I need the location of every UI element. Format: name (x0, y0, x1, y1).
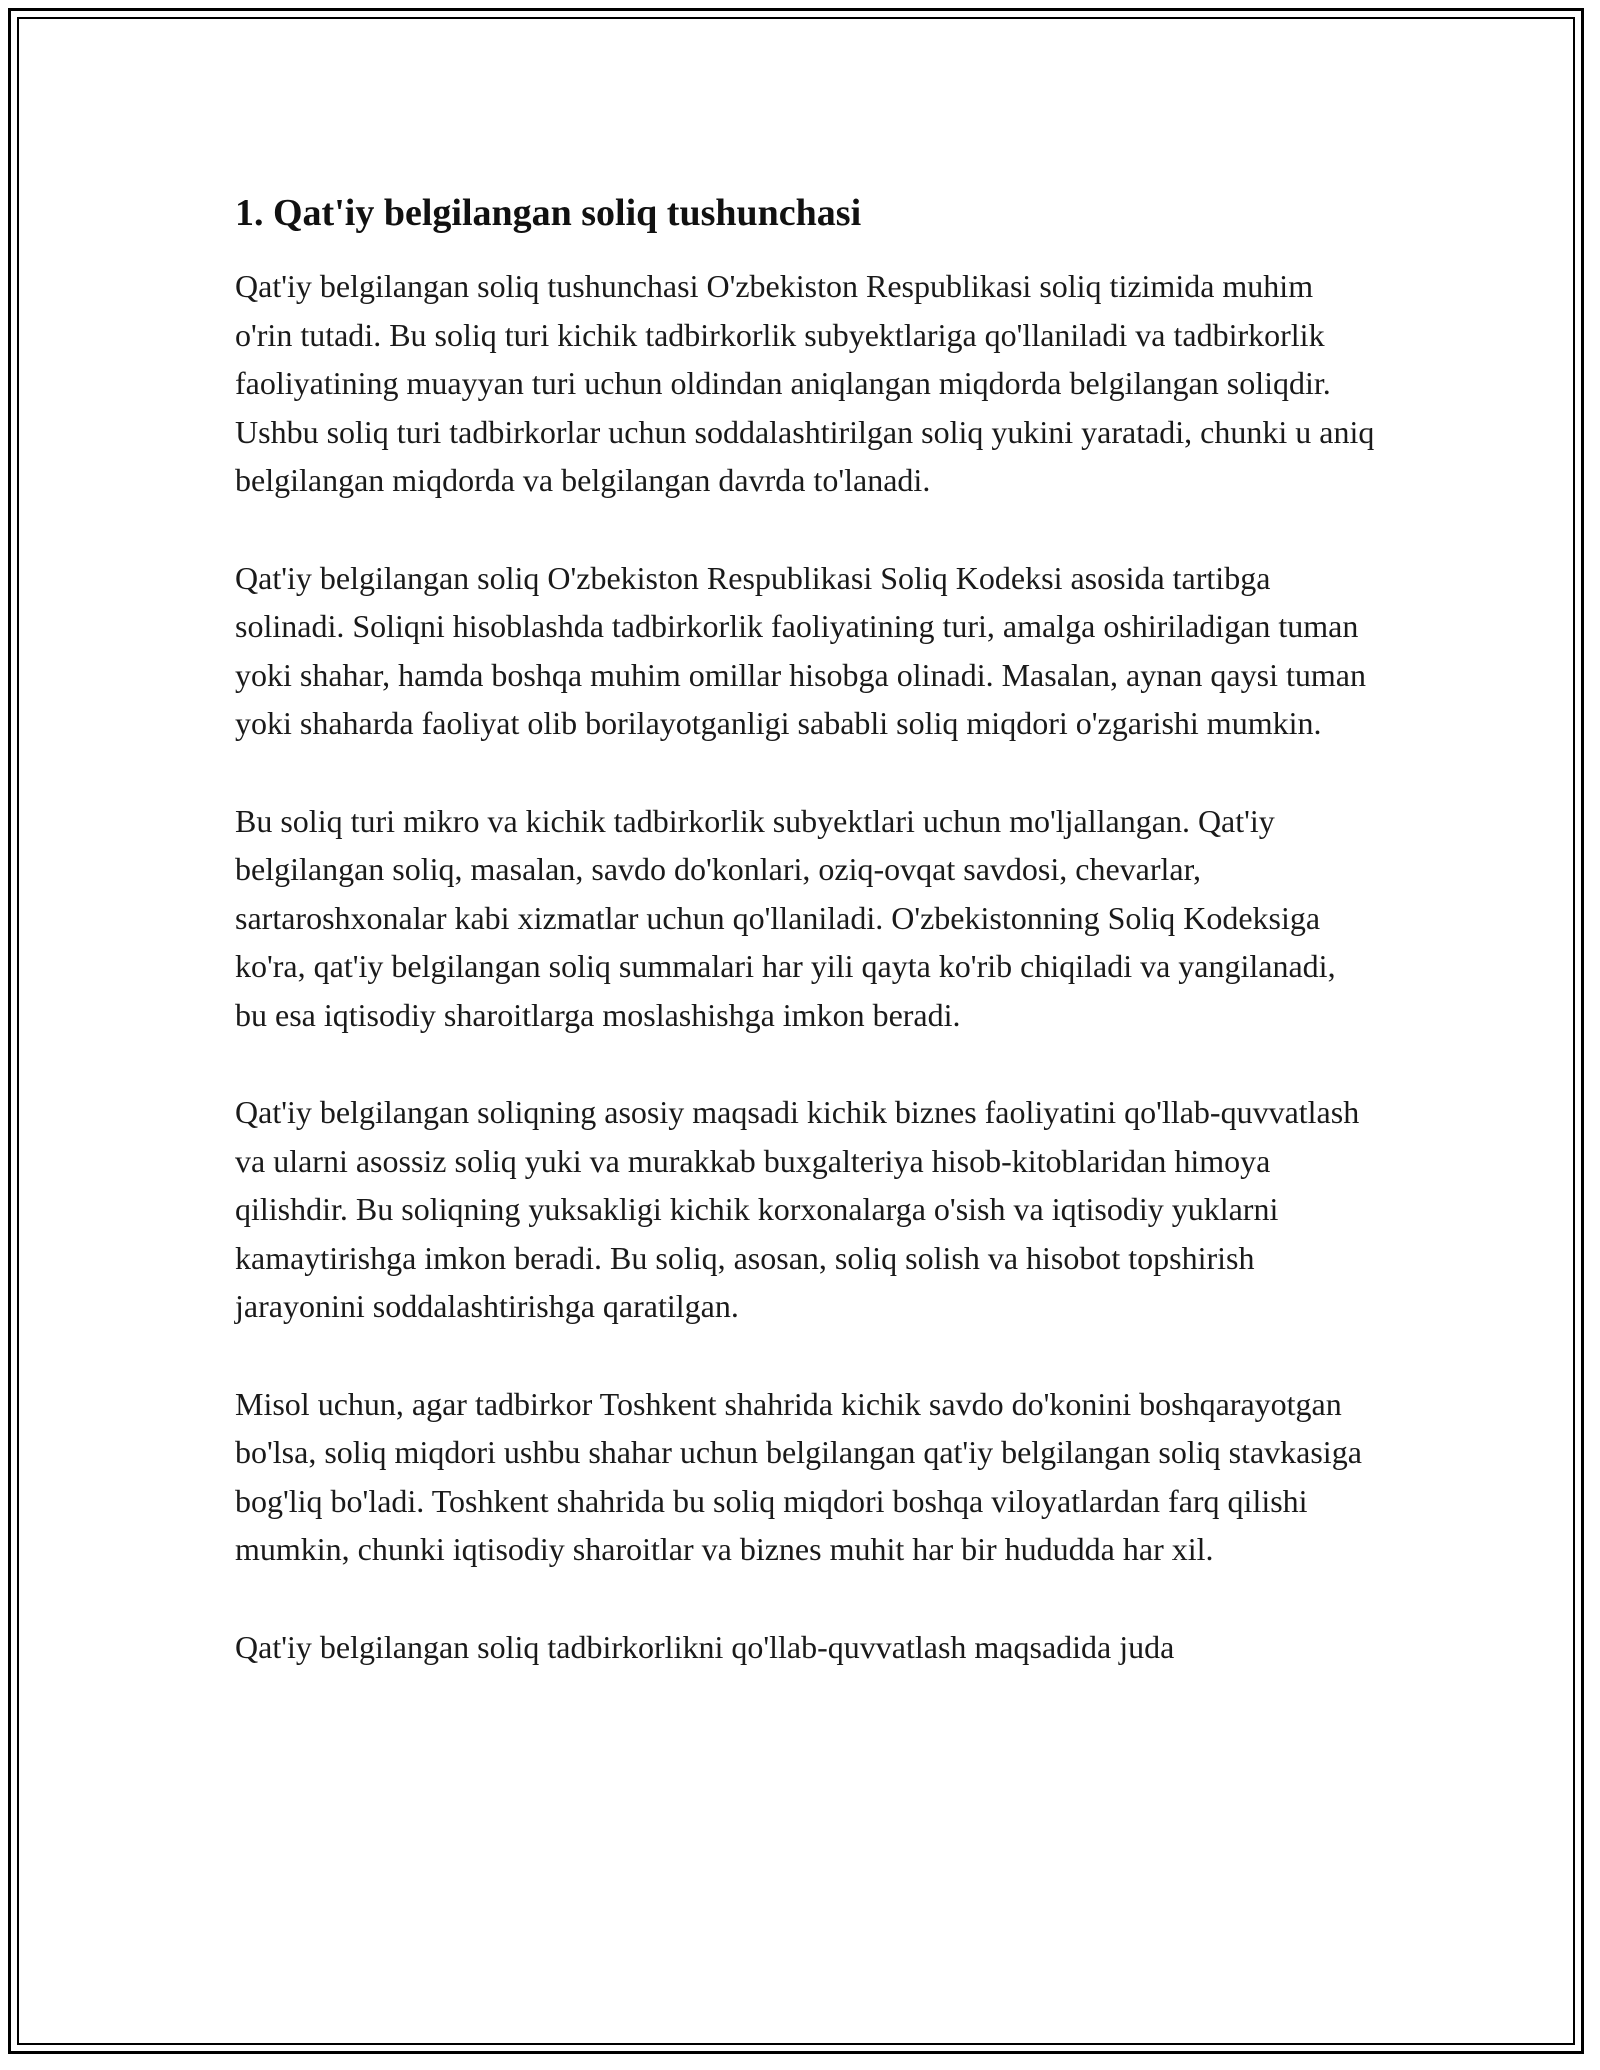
paragraph-6: Qat'iy belgilangan soliq tadbirkorlikni qo'llab-quvvatlash maqsadida juda (235, 1628, 1175, 1665)
document-body (235, 190, 1375, 1671)
paragraph-3: Bu soliq turi mikro va kichik tadbirkorlik subyektlari uchun mo'ljallangan. Qat'iy belgilangan soliq, masalan, savdo do'konlari, oziq-ovqat savdosi, chevarlar, sartaroshxonalar kabi xizmatlar uchun qo'llaniladi. O'zbekistonning Soliq Kodeksiga ko'ra, qat'iy belgilangan soliq summalari har yili qayta ko'rib chiqiladi va yangilanadi, bu esa iqtisodiy sharoitlarga moslashishga imkon beradi. (235, 802, 1336, 1033)
paragraph-5: Misol uchun, agar tadbirkor Toshkent shahrida kichik savdo do'konini boshqarayotgan bo'lsa, soliq miqdori ushbu shahar uchun belgilangan qat'iy belgilangan soliq stavkasiga bog'liq bo'ladi. Toshkent shahrida bu soliq miqdori boshqa viloyatlardan farq qilishi mumkin, chunki iqtisodiy sharoitlar va biznes muhit har bir hududda har xil. (235, 1385, 1362, 1567)
paragraph-1: Qat'iy belgilangan soliq tushunchasi O'zbekiston Respublikasi soliq tizimida muhim o'rin tutadi. Bu soliq turi kichik tadbirkorlik subyektlariga qo'llaniladi va tadbirkorlik faoliyatining muayyan turi uchun oldindan aniqlangan miqdorda belgilangan soliqdir. Ushbu soliq turi tadbirkorlar uchun soddalashtirilgan soliq yukini yaratadi, chunki u aniq belgilangan miqdorda va belgilangan davrda to'lanadi. (235, 268, 1375, 498)
paragraph-2: Qat'iy belgilangan soliq O'zbekiston Respublikasi Soliq Kodeksi asosida tartibga solinadi. Soliqni hisoblashda tadbirkorlik faoliyatining turi, amalga oshiriladigan tuman yoki shahar, hamda boshqa muhim omillar hisobga olinadi. Masalan, aynan qaysi tuman yoki shaharda faoliyat olib borilayotganligi sababli soliq miqdori o'zgarishi mumkin. (235, 559, 1366, 741)
section-heading: 1. Qat'iy belgilangan soliq tushunchasi (235, 192, 862, 234)
paragraph-4: Qat'iy belgilangan soliqning asosiy maqsadi kichik biznes faoliyatini qo'llab-quvvatlash va ularni asossiz soliq yuki va murakkab buxgalteriya hisob-kitoblaridan himoya qilishdir. Bu soliqning yuksakligi kichik korxonalarga o'sish va iqtisodiy yuklarni kamaytirishga imkon beradi. Bu soliq, asosan, soliq solish va hisobot topshirish jarayonini soddalashtirishga qaratilgan. (235, 1094, 1360, 1324)
